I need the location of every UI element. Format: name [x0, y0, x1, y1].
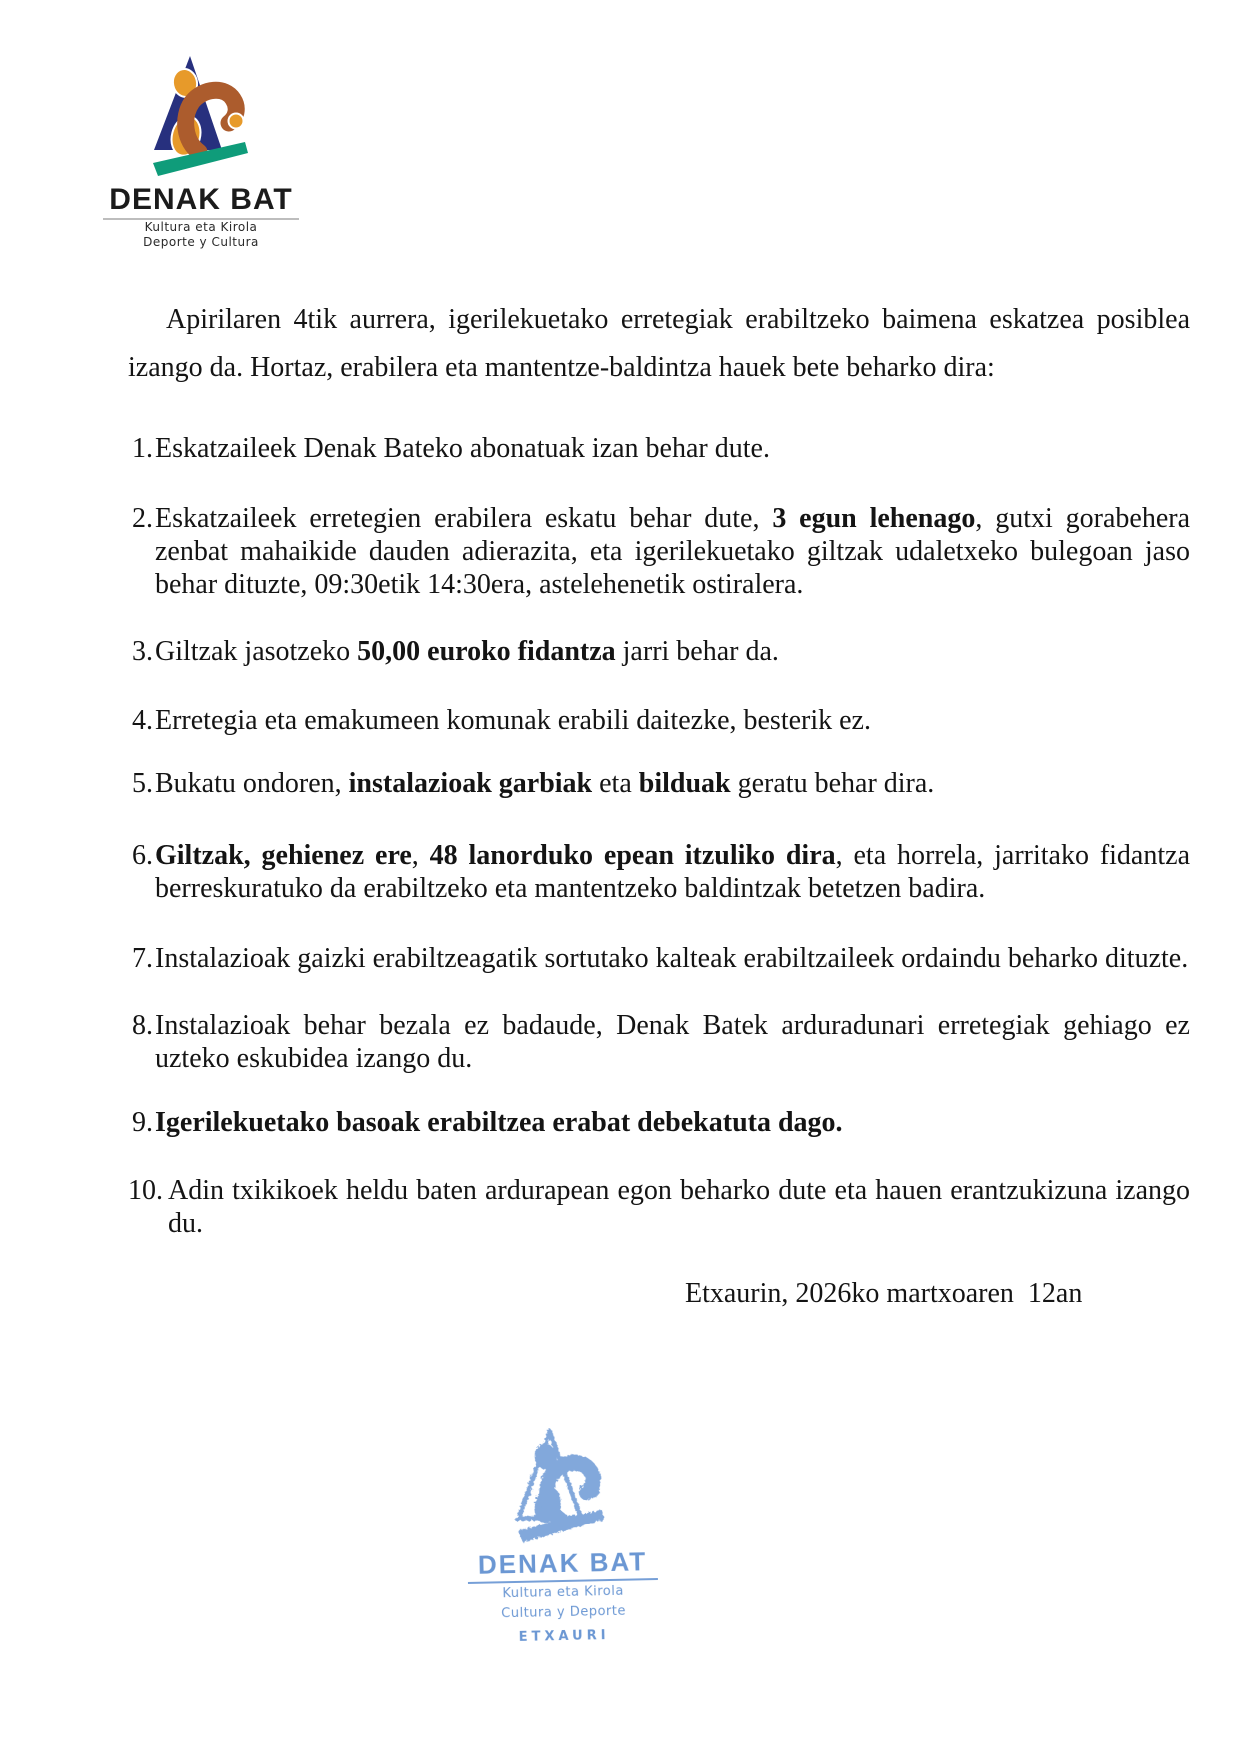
stamp-wordmark: DENAK BAT [477, 1546, 648, 1580]
stamp-tagline-basque: Kultura eta Kirola [502, 1583, 625, 1602]
item-number: 7. [132, 943, 153, 974]
letter-body [128, 0, 1190, 1310]
list-item-8 [128, 1009, 1190, 1075]
ink-stamp [455, 1426, 669, 1647]
item-number: 4. [132, 705, 153, 736]
item-number: 8. [132, 1010, 153, 1041]
list-item-10 [128, 1174, 1190, 1240]
intro-paragraph: Apirilaren 4tik aurrera, igerilekuetako erretegiak erabiltzeko baimena eskatzea posiblea izango da. Hortaz, erabilera eta mantentze-baldintza hauek bete beharko dira: [128, 304, 1190, 383]
item-number: 1. [132, 433, 153, 464]
item-text: Giltzak, gehienez ere, 48 lanorduko epean itzuliko dira, eta horrela, jarritako fidantza berreskuratuko da erabiltzeko eta mantentzeko baldintzak betetzen badira. [155, 840, 1190, 904]
item-text: Erretegia eta emakumeen komunak erabili daitezke, besterik ez. [155, 705, 871, 736]
logo-tagline-basque: Kultura eta Kirola [144, 220, 258, 234]
stamp-town: ETXAURI [518, 1628, 610, 1645]
item-text: Eskatzaileek erretegien erabilera eskatu behar dute, 3 egun lehenago, gutxi gorabehera zenbat mahaikide dauden adierazita, eta igerilekuetako giltzak udaletxeko bulegoan jaso behar dituzte, 09:30etik 14:30era, astelehenetik ostiralera. [155, 503, 1191, 600]
item-text: Giltzak jasotzeko 50,00 euroko fidantza jarri behar da. [155, 636, 779, 667]
item-number: 6. [132, 840, 153, 871]
list-item-5 [128, 767, 1190, 800]
item-number: 5. [132, 768, 153, 799]
list-item-2 [128, 502, 1190, 601]
item-text: Instalazioak gaizki erabiltzeagatik sortutako kalteak erabiltzaileek ordaindu beharko dituzte. [155, 943, 1189, 974]
list-item-4 [128, 704, 1190, 737]
logo-tagline-spanish: Deporte y Cultura [143, 235, 259, 249]
logo-wordmark: DENAK BAT [109, 183, 293, 216]
item-text: Adin txikikoek heldu baten ardurapean egon beharko dute eta hauen erantzukizuna izango du. [168, 1175, 1190, 1239]
item-number: 2. [132, 503, 153, 534]
item-text: Igerilekuetako basoak erabiltzea erabat debekatuta dago. [155, 1107, 843, 1138]
item-text: Eskatzaileek Denak Bateko abonatuak izan behar dute. [155, 433, 770, 464]
list-item-1 [128, 432, 1190, 465]
item-text: Bukatu ondoren, instalazioak garbiak eta bilduak geratu behar dira. [155, 768, 935, 799]
item-text: Instalazioak behar bezala ez badaude, Denak Batek arduradunari erretegiak gehiago ez uzteko eskubidea izango du. [155, 1010, 1190, 1074]
item-number: 10. [128, 1175, 163, 1206]
item-number: 3. [132, 636, 153, 667]
list-item-9 [128, 1106, 1190, 1139]
item-number: 9. [132, 1107, 153, 1138]
list-item-7 [128, 942, 1190, 975]
list-item-6 [128, 839, 1190, 905]
stamp-tagline-spanish: Cultura y Deporte [501, 1603, 627, 1622]
stamp-logo-icon [505, 1427, 617, 1548]
date-line: Etxaurin, 2026ko martxoaren 12an [685, 1278, 1083, 1309]
list-item-3 [128, 635, 1190, 668]
